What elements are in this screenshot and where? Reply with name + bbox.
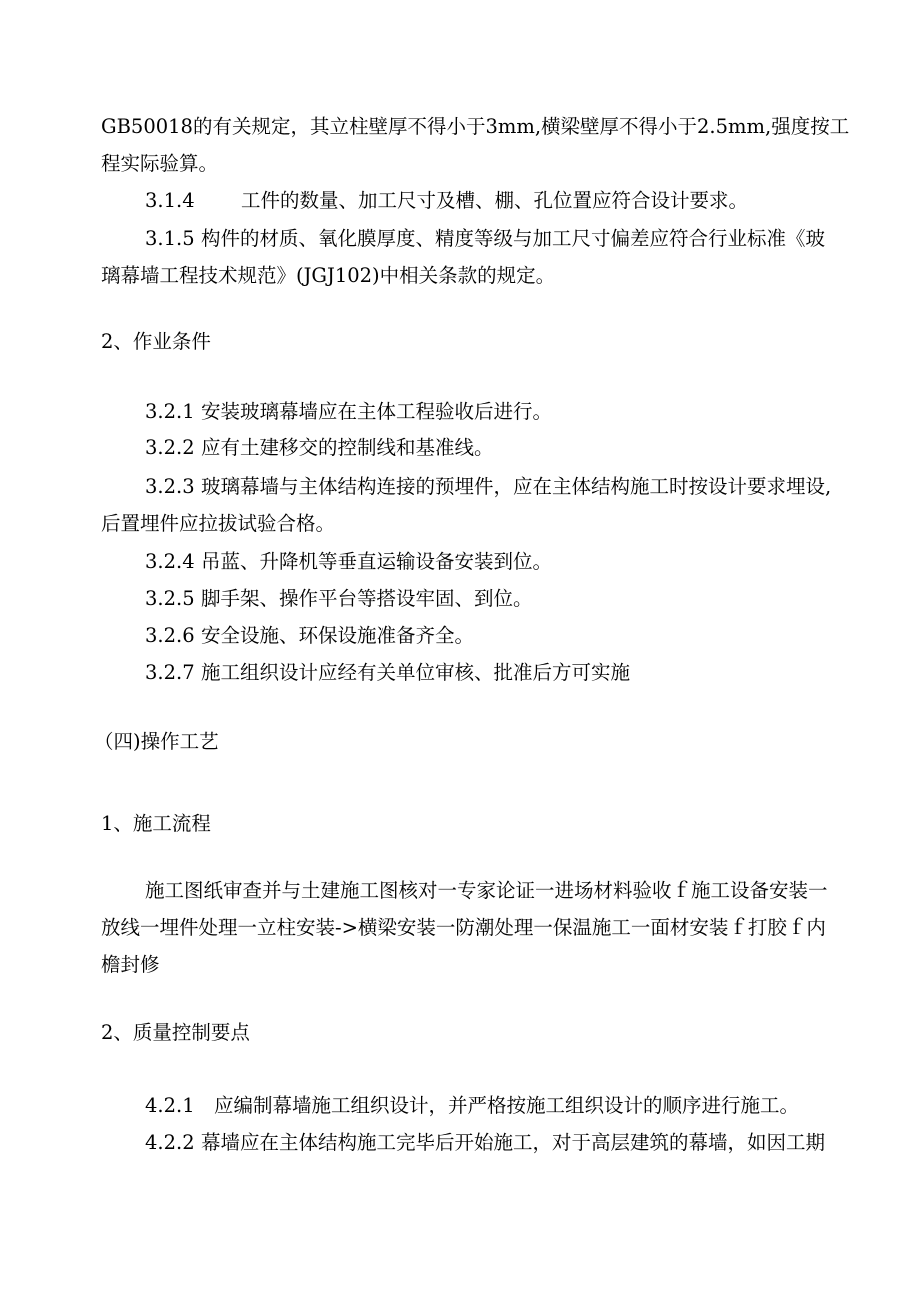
text-line: GB50018的有关规定，其立柱壁厚不得小于3mm,横梁壁厚不得小于2.5mm,强度按工 xyxy=(101,115,850,138)
clause-text: 工件的数量、加工尺寸及槽、棚、孔位置应符合设计要求。 xyxy=(241,189,749,212)
clause-text: 脚手架、操作平台等搭设牢固、到位。 xyxy=(201,587,533,610)
text-line: 施工图纸审查并与土建施工图核对一专家论证一进场材料验收ｆ施工设备安装一 xyxy=(145,879,828,902)
text-line: 后置埋件应拉拔试验合格。 xyxy=(101,512,336,535)
text-line: 檐封修 xyxy=(101,953,160,976)
clause-number: 3.2.2 xyxy=(145,436,195,459)
clause-number: 3.2.3 xyxy=(145,475,195,498)
section-heading: 2、作业条件 xyxy=(101,330,211,353)
section-heading: 1、施工流程 xyxy=(101,812,211,835)
text-line: 放线一埋件处理一立柱安装->横梁安装一防潮处理一保温施工一面材安装ｆ打胶ｆ内 xyxy=(101,916,826,939)
clause-text: 构件的材质、氧化膜厚度、精度等级与加工尺寸偏差应符合行业标准《玻 xyxy=(201,227,826,250)
text-line: 璃幕墙工程技术规范》(JGJ102)中相关条款的规定。 xyxy=(101,264,556,287)
clause-number: 4.2.1 xyxy=(145,1094,195,1117)
section-heading: 2、质量控制要点 xyxy=(101,1021,250,1044)
clause-number: 3.2.6 xyxy=(145,624,195,647)
clause-3-2-7 xyxy=(145,661,630,685)
clause-text: 幕墙应在主体结构施工完毕后开始施工，对于高层建筑的幕墙，如因工期 xyxy=(201,1131,826,1154)
clause-number: 3.2.5 xyxy=(145,587,195,610)
clause-3-2-5 xyxy=(145,587,533,611)
clause-text: 应编制幕墙施工组织设计，并严格按施工组织设计的顺序进行施工。 xyxy=(214,1094,800,1117)
clause-number: 4.2.2 xyxy=(145,1131,195,1154)
clause-text: 吊蓝、升降机等垂直运输设备安装到位。 xyxy=(201,550,553,573)
clause-3-1-4 xyxy=(145,189,748,213)
clause-3-2-4 xyxy=(145,550,552,574)
clause-text: 安装玻璃幕墙应在主体工程验收后进行。 xyxy=(201,400,553,423)
clause-number: 3.2.1 xyxy=(145,400,195,423)
text-line: 程实际验算。 xyxy=(101,152,219,175)
clause-4-2-2 xyxy=(145,1131,825,1155)
clause-3-2-2 xyxy=(145,436,494,460)
clause-4-2-1 xyxy=(145,1094,799,1118)
clause-number: 3.2.7 xyxy=(145,661,195,684)
clause-3-2-3 xyxy=(145,475,831,499)
clause-text: 施工组织设计应经有关单位审核、批准后方可实施 xyxy=(201,661,631,684)
clause-text: 玻璃幕墙与主体结构连接的预埋件，应在主体结构施工时按设计要求埋设, xyxy=(201,475,832,498)
chapter-heading: （四)操作工艺 xyxy=(94,730,219,753)
clause-3-1-5 xyxy=(145,227,825,251)
clause-text: 安全设施、环保设施准备齐全。 xyxy=(201,624,475,647)
clause-3-2-1 xyxy=(145,400,552,424)
clause-3-2-6 xyxy=(145,624,474,648)
clause-number: 3.2.4 xyxy=(145,550,195,573)
clause-number: 3.1.4 xyxy=(145,189,195,212)
clause-number: 3.1.5 xyxy=(145,227,195,250)
clause-text: 应有土建移交的控制线和基准线。 xyxy=(201,436,494,459)
